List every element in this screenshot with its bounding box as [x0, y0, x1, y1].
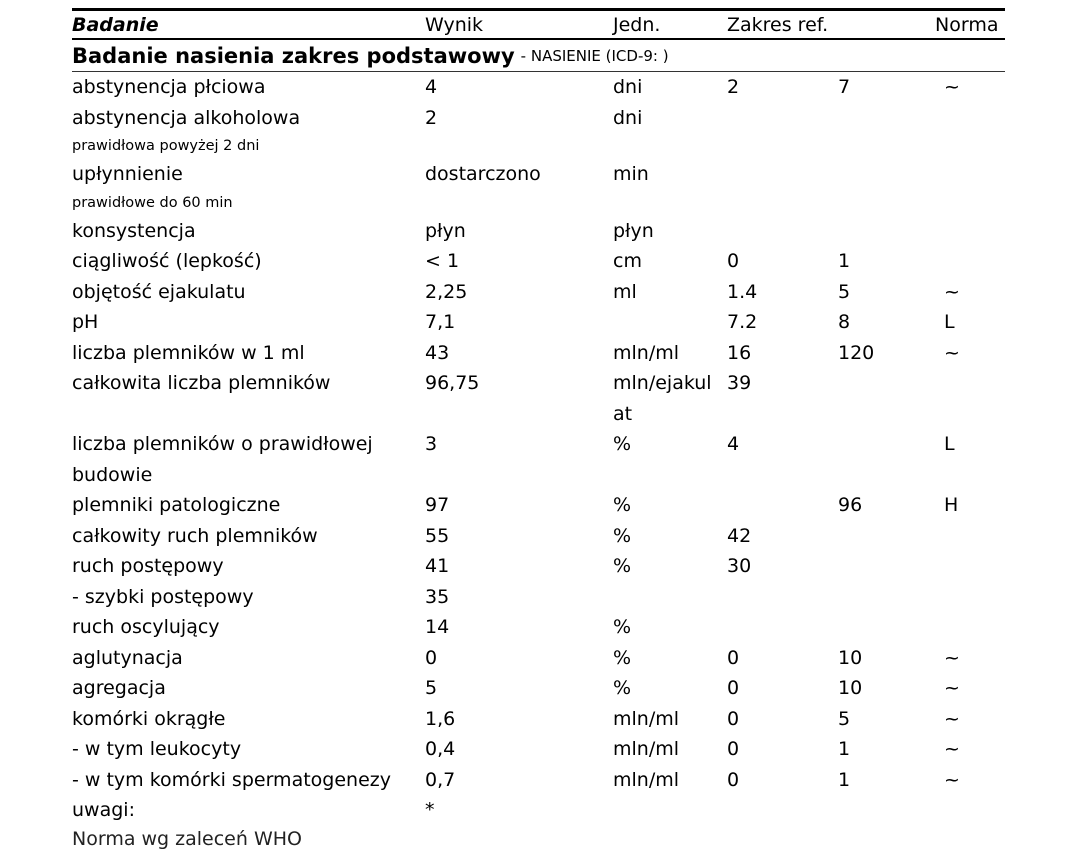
table-row [72, 307, 1005, 338]
table-body [72, 72, 1005, 826]
table-row [72, 704, 1005, 735]
test-name: konsystencja [72, 219, 196, 242]
norm-flag: ~ [944, 738, 960, 760]
unit-value: % [613, 616, 632, 638]
test-name: ruch oscylujący [72, 616, 220, 638]
ref-range-min: 2 [727, 76, 740, 98]
result-value: 7,1 [425, 311, 456, 333]
ref-range-max: 1 [838, 768, 851, 791]
norm-flag: ~ [944, 341, 960, 364]
table-row [72, 103, 1005, 134]
ref-range-min: 0 [727, 738, 740, 760]
ref-range-min: 4 [727, 433, 740, 455]
table-row [72, 551, 1005, 582]
table-row [72, 368, 1005, 429]
unit-value: % [613, 524, 632, 547]
ref-range-min: 16 [727, 341, 752, 364]
table-row [72, 612, 1005, 643]
norm-flag: L [944, 311, 955, 333]
results-table [72, 8, 1005, 850]
table-row [72, 338, 1005, 369]
result-value: < 1 [425, 250, 460, 272]
ref-range-min: 0 [727, 677, 740, 699]
ref-range-max: 1 [838, 250, 851, 272]
result-value: 14 [425, 616, 450, 638]
table-row [72, 490, 1005, 521]
result-value: * [425, 799, 435, 821]
ref-range-min: 0 [727, 768, 740, 791]
ref-range-min: 1.4 [727, 280, 758, 303]
test-name: upłynnienie [72, 163, 183, 185]
unit-value: mln/ml [613, 768, 680, 791]
unit-value: % [613, 555, 632, 577]
result-value: 3 [425, 433, 438, 455]
unit-value: mln/ml [613, 707, 680, 730]
clipped-bottom-line [72, 826, 1005, 850]
norm-flag: L [944, 433, 955, 455]
unit-value: ml [613, 280, 637, 303]
unit-value: mln/ml [613, 738, 680, 760]
result-value: 0 [425, 646, 438, 669]
unit-value: mln/ejakulat [613, 372, 712, 425]
result-value: 97 [425, 494, 450, 516]
result-value: 2,25 [425, 280, 468, 303]
test-name: liczba plemników w 1 ml [72, 341, 305, 364]
table-row [72, 246, 1005, 277]
unit-value: % [613, 646, 632, 669]
test-name: abstynencja płciowa [72, 76, 266, 98]
unit-value: dni [613, 106, 643, 129]
test-name: - w tym leukocyty [72, 738, 242, 760]
table-note-row [72, 133, 1005, 159]
table-row [72, 734, 1005, 765]
unit-value: % [613, 494, 632, 516]
column-header-jedn: Jedn. [613, 13, 661, 36]
result-value: płyn [425, 219, 466, 242]
norm-flag: ~ [944, 76, 960, 98]
result-value: 0,7 [425, 768, 456, 791]
result-value: dostarczono [425, 163, 541, 185]
test-name: liczba plemników o prawidłowej budowie [72, 433, 373, 486]
test-name: plemniki patologiczne [72, 494, 281, 516]
ref-range-max: 8 [838, 311, 851, 333]
ref-range-min: 30 [727, 555, 752, 577]
note-text: prawidłowe do 60 min [72, 194, 233, 211]
result-value: 41 [425, 555, 450, 577]
norm-flag: ~ [944, 768, 960, 791]
result-value: 1,6 [425, 707, 456, 730]
table-row [72, 216, 1005, 247]
norm-flag: ~ [944, 677, 960, 699]
section-subtitle: - NASIENIE (ICD-9: ) [520, 46, 669, 65]
note-text: prawidłowa powyżej 2 dni [72, 138, 260, 154]
table-row [72, 429, 1005, 490]
section-title: Badanie nasienia zakres podstawowy [72, 43, 515, 68]
test-name: uwagi: [72, 799, 135, 821]
unit-value: % [613, 433, 632, 455]
column-header-norma: Norma [935, 13, 999, 36]
section-header-row [72, 40, 1005, 72]
test-name: objętość ejakulatu [72, 280, 246, 303]
result-value: 4 [425, 76, 438, 98]
table-row [72, 521, 1005, 552]
column-header-zakres-ref: Zakres ref. [727, 13, 829, 36]
norm-flag: ~ [944, 280, 960, 303]
result-value: 96,75 [425, 372, 480, 394]
test-name: aglutynacja [72, 646, 183, 669]
table-row [72, 643, 1005, 674]
unit-value: dni [613, 76, 643, 98]
table-header-row [72, 11, 1005, 40]
result-value: 35 [425, 585, 450, 608]
ref-range-max: 5 [838, 707, 851, 730]
table-row [72, 673, 1005, 704]
test-name: całkowita liczba plemników [72, 372, 331, 394]
ref-range-min: 0 [727, 707, 740, 730]
ref-range-max: 10 [838, 646, 863, 669]
unit-value: mln/ml [613, 341, 680, 364]
unit-value: % [613, 677, 632, 699]
table-row [72, 582, 1005, 613]
test-name: ciągliwość (lepkość) [72, 250, 262, 272]
table-note-row [72, 190, 1005, 216]
test-name: ruch postępowy [72, 555, 224, 577]
ref-range-min: 39 [727, 372, 752, 394]
table-row [72, 795, 1005, 826]
test-name: agregacja [72, 677, 166, 699]
result-value: 2 [425, 106, 438, 129]
test-name: abstynencja alkoholowa [72, 106, 301, 129]
unit-value: min [613, 163, 649, 185]
ref-range-max: 10 [838, 677, 863, 699]
ref-range-min: 0 [727, 646, 740, 669]
table-row [72, 765, 1005, 796]
result-value: 55 [425, 524, 450, 547]
table-row [72, 277, 1005, 308]
ref-range-min: 42 [727, 524, 752, 547]
ref-range-max: 5 [838, 280, 851, 303]
ref-range-max: 7 [838, 76, 851, 98]
norm-flag: ~ [944, 707, 960, 730]
ref-range-max: 96 [838, 494, 863, 516]
result-value: 43 [425, 341, 450, 364]
clipped-text: Norma wg zaleceń WHO [72, 827, 302, 850]
norm-flag: ~ [944, 646, 960, 669]
unit-value: płyn [613, 219, 654, 242]
test-name: całkowity ruch plemników [72, 524, 318, 547]
column-header-badanie: Badanie [72, 13, 159, 36]
unit-value: cm [613, 250, 642, 272]
result-value: 0,4 [425, 738, 456, 760]
ref-range-max: 1 [838, 738, 851, 760]
norm-flag: H [944, 494, 959, 516]
table-row [72, 72, 1005, 103]
column-header-wynik: Wynik [425, 13, 484, 36]
test-name: - w tym komórki spermatogenezy [72, 768, 391, 791]
test-name: pH [72, 311, 99, 333]
ref-range-min: 7.2 [727, 311, 758, 333]
result-value: 5 [425, 677, 438, 699]
ref-range-max: 120 [838, 341, 875, 364]
table-row [72, 159, 1005, 190]
ref-range-min: 0 [727, 250, 740, 272]
test-name: - szybki postępowy [72, 585, 254, 608]
test-name: komórki okrągłe [72, 707, 226, 730]
